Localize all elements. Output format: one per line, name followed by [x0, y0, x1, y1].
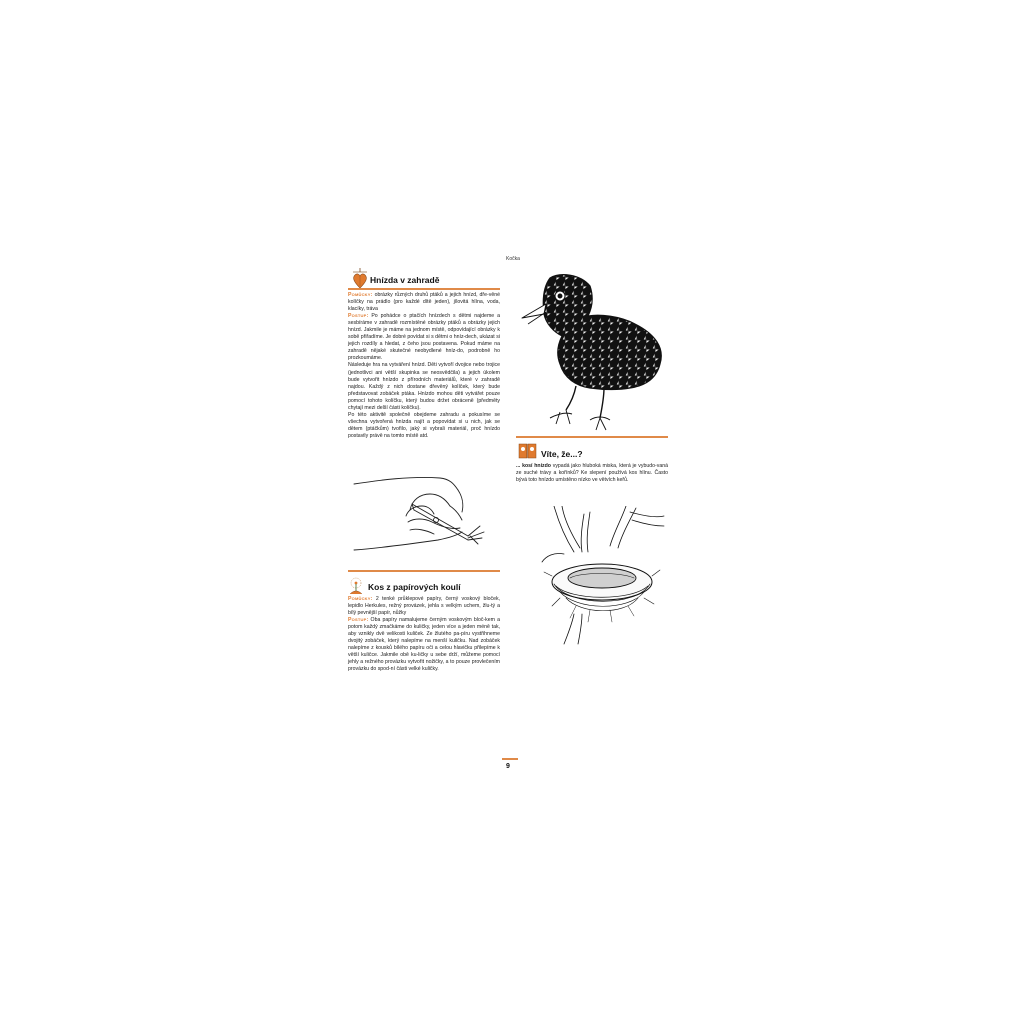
postup-paragraph: Po pohádce o ptačích hnízdech s dětmi najdeme a sesbíráme v zahradě rozmístěné obrázky ptáků a obrázky jejich hnízd. Jakmile je máme na jednom místě, odpovídající obrázky k sobě přiřadíme. Je dobré povídat si s dětmi o hníz-dech, ukázat si jejich rozdíly a hledat, z čeho jsou postavena. Pokud máme na zahradě nějaké skutečné neobydlené hníz-do, podrobně ho prozkoumáme. [348, 313, 500, 362]
did-you-know-lead: ... kosí hnízdo [516, 463, 551, 469]
section-title-hnizda: Hnízda v zahradě [370, 275, 440, 285]
nest-illustration [540, 506, 665, 646]
postup-paragraph: Po této aktivitě společně obejdeme zahradu a pokusíme se všechna vytvořená hnízda najít a popovídat si u nich, jak se dětem (ptáčkům) tvořilo, jaký si vybrali materiál, proč hnízdo postavily právě na tomto místě atd. [348, 411, 500, 439]
pomucky-label: Pomůcky: [348, 596, 373, 602]
running-header: Kočka [506, 256, 520, 262]
postup-label: Postup: [348, 617, 369, 624]
postup-label: Postup: [348, 313, 369, 320]
section-rule [348, 288, 500, 290]
page-number: 9 [506, 763, 510, 770]
leaf-heart-icon [352, 268, 368, 290]
pomucky-text: 2 tenké průklepové papíry, černý voskový bloček, lepidlo Herkules, režný provázek, jehla s velkým uchem, žlu-tý a bílý pevnější papír, nůžky [348, 596, 500, 617]
section-rule [516, 436, 668, 438]
postup-text: Oba papíry namalujeme černým voskovým bloč-kem a potom každý zmačkáme do kuličky, jeden více a jeden méně tak, aby vznikly dvě velikosti kuliček. Ze žlutého pa-píru vystřihneme dvojitý zobáček, který nalepíme na menší kuličku. Nad zobáček nalepíme z kousků bílého papíru oči a celou hlavičku přilepíme k větší kuličce. Jakmile obě ku-ličky u sebe drží, můžeme pomocí jehly a režného provázku vytvořit nožičky, a to pouze provlečením provázku do spod-ní části velké kuličky. [348, 617, 500, 673]
page-number-rule [502, 758, 518, 760]
section1-body [348, 292, 500, 440]
section-title-kos: Kos z papírových koulí [368, 582, 461, 592]
postup-paragraph: Následuje hra na vytváření hnízd. Děti vytvoří dvojice nebo trojice (jednotlivci ani větší skupinka se neosvědčila) a jejich úkolem bude vytvořit hnízdo z přírodních materiálů, které v zahradě najdou. Každý z nich dostane dřevěný kolíček, který bude představovat zobáček ptáka. Hnízdo mohou děti vytvářet pouze pomocí tohoto kolíčku, který budou držet obráceně (předměty chytají mezi delší části kolíčku). [348, 362, 500, 411]
did-you-know-body [516, 463, 668, 484]
pomucky-label: Pomůcky: [348, 292, 373, 298]
did-you-know-text: vypadá jako hluboká miska, která je vybudo-vaná ze suché trávy a kořínků? Ke slepení používá kos hlínu. Často bývá toto hnízdo umístěno nízko ve větvích keřů. [516, 463, 669, 484]
mosaic-bird-illustration [520, 268, 670, 436]
section-rule [348, 570, 500, 572]
section2-body [348, 596, 500, 674]
did-you-know-title: Víte, že...? [541, 449, 583, 459]
hand-clothespin-illustration [350, 470, 500, 560]
book-icon [518, 442, 538, 462]
dandelion-icon [346, 576, 366, 596]
pomucky-text: obrázky různých druhů ptáků a jejich hnízd, dře-věné kolíčky na prádlo (pro každé dítě jeden), jílovitá hlína, voda, klacíky, tráva [348, 292, 500, 313]
